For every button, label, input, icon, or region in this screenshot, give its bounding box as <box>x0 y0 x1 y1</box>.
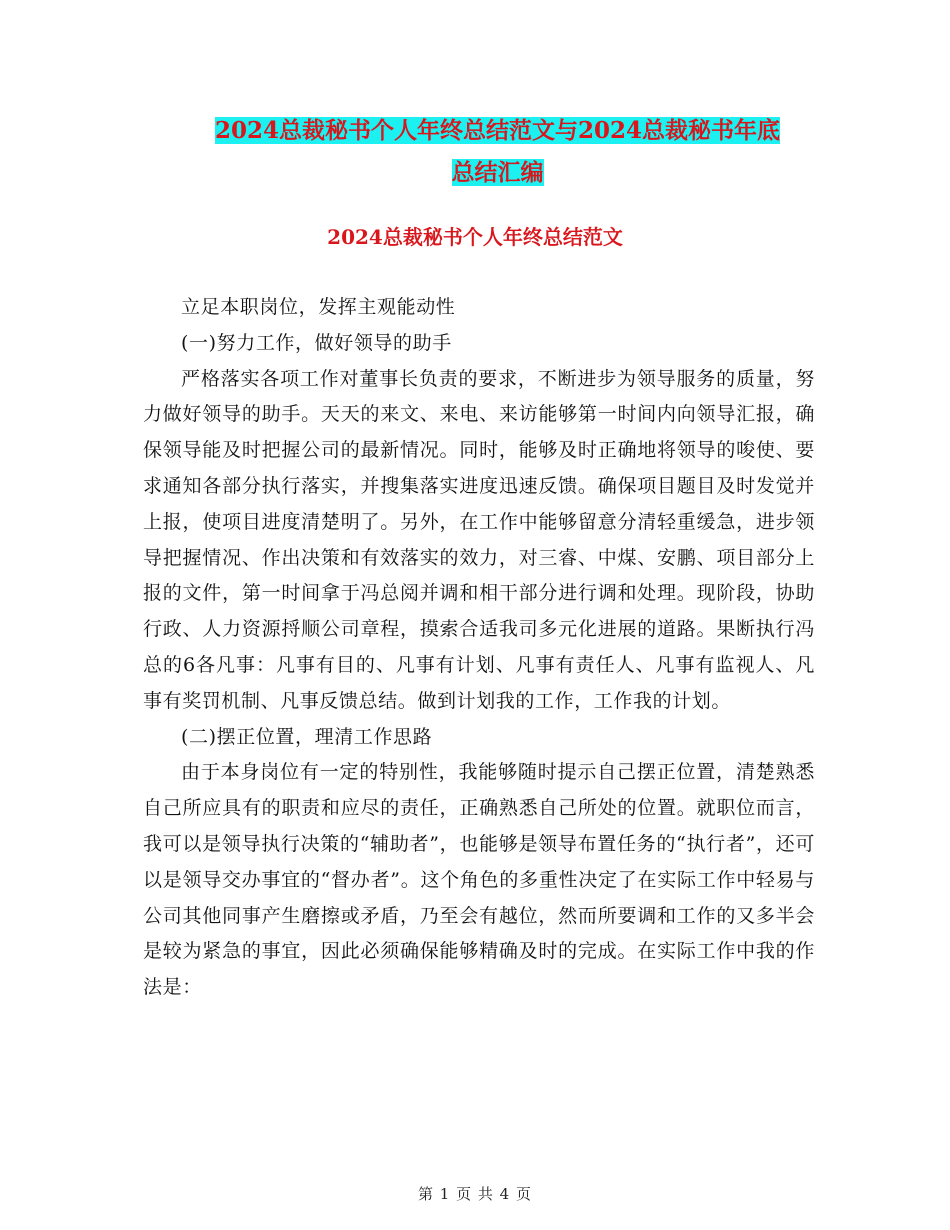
paragraph-heading: 立足本职岗位，发挥主观能动性 <box>181 296 456 318</box>
title-line-2 <box>140 152 855 194</box>
paragraph-subheading-1: (一)努力工作，做好领导的助手 <box>181 331 452 354</box>
page-number-footer: 第 1 页 共 4 页 <box>418 1185 532 1203</box>
document-title <box>140 110 855 194</box>
body-text <box>143 290 815 1006</box>
title-line-1-text: 2024总裁秘书个人年终总结范文与2024总裁秘书年底 <box>214 117 781 144</box>
paragraph-subheading-2: (二)摆正位置，理清工作思路 <box>181 725 433 748</box>
title-line-2-text: 总结汇编 <box>451 159 544 186</box>
section-title: 2024总裁秘书个人年终总结范文 <box>327 225 623 249</box>
paragraph-body-1: 严格落实各项工作对董事长负责的要求，不断进步为领导服务的质量，努力做好领导的助手。天天的来文、来电、来访能够第一时间内向领导汇报，确保领导能及时把握公司的最新情况。同时，能够及时正确地将领导的唆使、要求通知各部分执行落实，并搜集落实进度迅速反馈。确保项目题目及时发觉并上报，使项目进度清楚明了。另外，在工作中能够留意分清轻重缓急，进步领导把握情况、作出决策和有效落实的效力，对三睿、中煤、安鹏、项目部分上报的文件，第一时间拿于冯总阅并调和相干部分进行调和处理。现阶段，协助行政、人力资源捋顺公司章程，摸索合适我司多元化进展的道路。果断执行冯总的6各凡事：凡事有目的、凡事有计划、凡事有责任人、凡事有监视人、凡事有奖罚机制、凡事反馈总结。做到计划我的工作，工作我的计划。 <box>143 367 815 712</box>
title-line-1 <box>140 110 855 152</box>
paragraph-body-2: 由于本身岗位有一定的特别性，我能够随时提示自己摆正位置，清楚熟悉自己所应具有的职责和应尽的责任，正确熟悉自己所处的位置。就职位而言，我可以是领导执行决策的“辅助者”，也能够是领导布置任务的“执行者”，还可以是领导交办事宜的“督办者”。这个角色的多重性决定了在实际工作中轻易与公司其他同事产生磨擦或矛盾，乃至会有越位，然而所要调和工作的又多半会是较为紧急的事宜，因此必须确保能够精确及时的完成。在实际工作中我的作法是： <box>143 761 815 999</box>
